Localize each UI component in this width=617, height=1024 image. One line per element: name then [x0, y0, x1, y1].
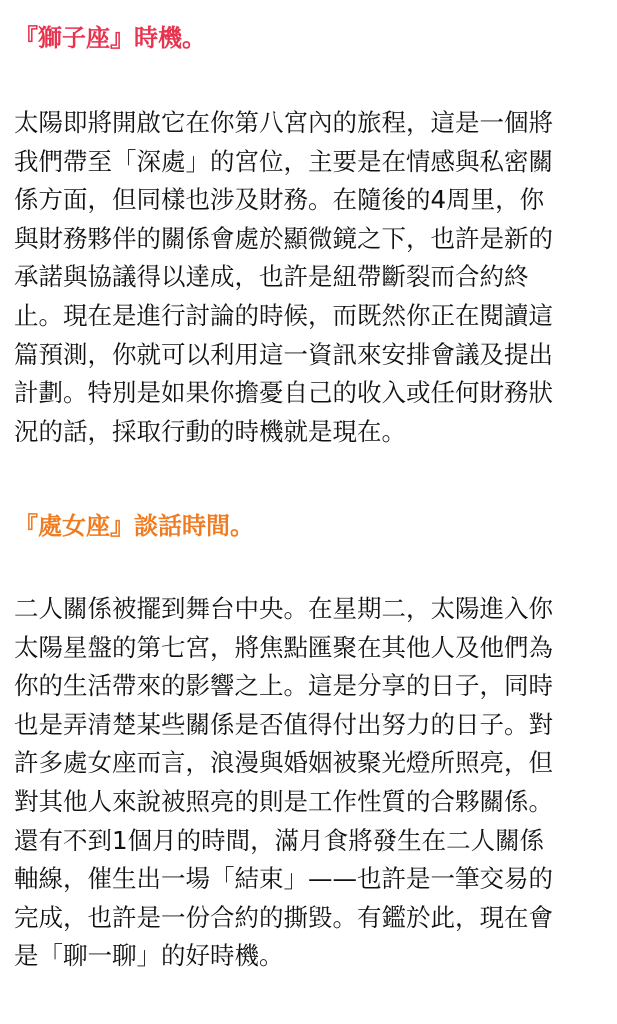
virgo-line: 還有不到1個月的時間，滿月食將發生在二人關係 — [14, 825, 545, 855]
leo-section-heading-wrap — [14, 22, 610, 54]
virgo-line: 軸線，催生出一場「結束」——也許是一筆交易的 — [14, 864, 553, 894]
virgo-line: 是「聊一聊」的好時機。 — [14, 941, 284, 971]
virgo-line: 太陽星盤的第七宮，將焦點匯聚在其他人及他們為 — [14, 632, 553, 662]
virgo-line: 你的生活帶來的影響之上。這是分享的日子，同時 — [14, 671, 553, 701]
leo-line: 與財務夥伴的關係會處於顯微鏡之下，也許是新的 — [14, 223, 553, 253]
leo-line: 止。現在是進行討論的時候，而既然你正在閱讀這 — [14, 300, 553, 330]
leo-line: 承諾與協議得以達成，也許是紐帶斷裂而合約終 — [14, 262, 529, 292]
leo-line: 係方面，但同樣也涉及財務。在隨後的4周里，你 — [14, 185, 545, 215]
virgo-body-text — [14, 590, 610, 976]
leo-line: 況的話，採取行動的時機就是現在。 — [14, 416, 406, 446]
virgo-line: 二人關係被擺到舞台中央。在星期二，太陽進入你 — [14, 594, 553, 623]
leo-line: 太陽即將開啟它在你第八宮內的旅程，這是一個將 — [14, 108, 553, 137]
virgo-section-heading-wrap — [14, 510, 610, 542]
virgo-line: 也是弄清楚某些關係是否值得付出努力的日子。對 — [14, 709, 553, 739]
virgo-line: 完成，也許是一份合約的撕毀。有鑑於此，現在會 — [14, 902, 553, 932]
virgo-paragraph — [14, 590, 610, 976]
leo-line: 我們帶至「深處」的宮位，主要是在情感與私密關 — [14, 146, 553, 176]
leo-line: 計劃。特別是如果你擔憂自己的收入或任何財務狀 — [14, 378, 553, 408]
leo-line: 篇預測，你就可以利用這一資訊來安排會議及提出 — [14, 339, 553, 369]
virgo-heading: 『處女座』談話時間。 — [14, 512, 254, 540]
leo-body-text — [14, 104, 610, 451]
leo-heading: 『獅子座』時機。 — [14, 24, 206, 52]
leo-paragraph — [14, 104, 610, 451]
virgo-line: 對其他人來說被照亮的則是工作性質的合夥關係。 — [14, 786, 553, 816]
virgo-line: 許多處女座而言，浪漫與婚姻被聚光燈所照亮，但 — [14, 748, 553, 778]
